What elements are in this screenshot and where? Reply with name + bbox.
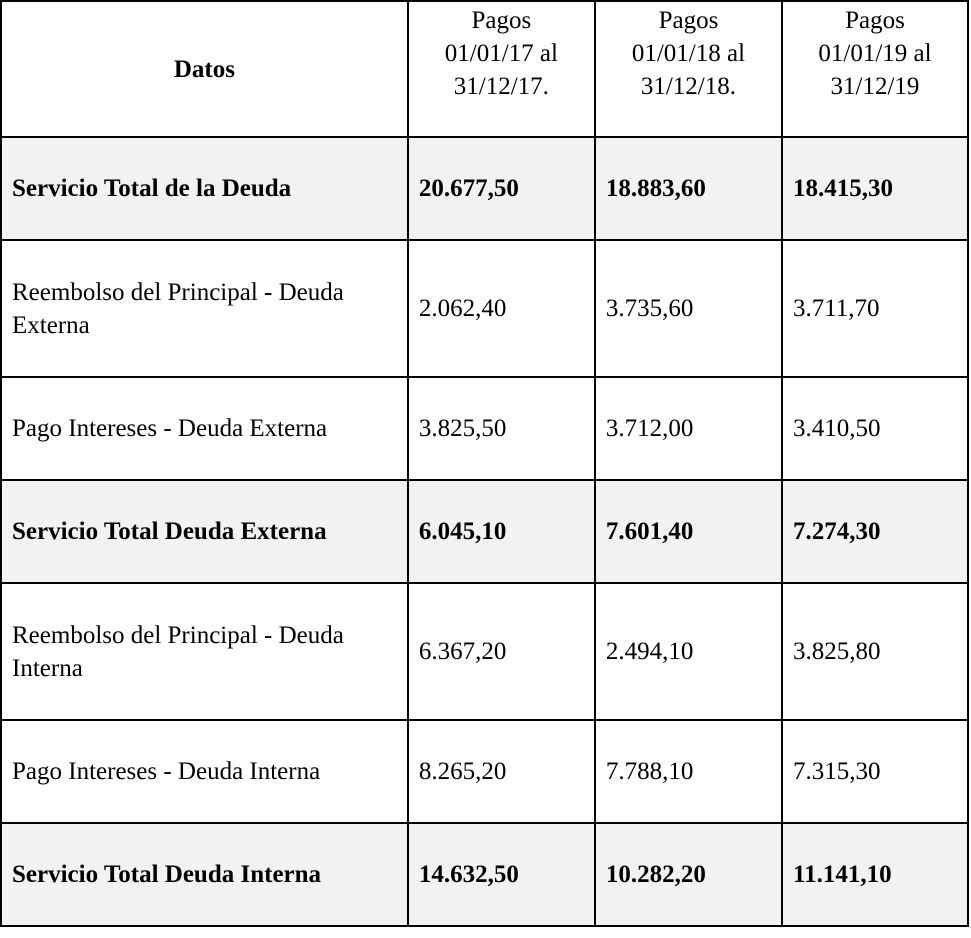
row-intereses-externa [1,377,968,480]
cell-2019: 7.274,30 [782,480,968,583]
header-period-2018 [595,1,782,137]
row-label: Pago Intereses - Deuda Externa [1,377,408,480]
cell-2018: 18.883,60 [595,137,782,240]
cell-2019: 11.141,10 [782,823,968,926]
cell-2017: 14.632,50 [408,823,595,926]
row-servicio-total-deuda [1,137,968,240]
cell-2018: 3.735,60 [595,240,782,377]
header-period-line: 31/12/19 [830,73,920,100]
header-period-line: 31/12/18. [640,73,736,100]
cell-2017: 3.825,50 [408,377,595,480]
row-label: Pago Intereses - Deuda Interna [1,720,408,823]
header-period-line: 31/12/17. [453,73,549,100]
cell-2017: 8.265,20 [408,720,595,823]
cell-2019: 3.410,50 [782,377,968,480]
cell-2017: 6.045,10 [408,480,595,583]
row-label: Reembolso del Principal - Deuda Interna [1,583,408,720]
row-label: Servicio Total Deuda Externa [1,480,408,583]
cell-2019: 18.415,30 [782,137,968,240]
cell-2019: 3.711,70 [782,240,968,377]
row-servicio-total-interna [1,823,968,926]
row-reembolso-interna [1,583,968,720]
cell-2019: 7.315,30 [782,720,968,823]
cell-2017: 6.367,20 [408,583,595,720]
header-period-line: 01/01/17 al [444,40,558,67]
header-datos: Datos [1,1,408,137]
header-period-line: Pagos [471,7,532,34]
row-intereses-interna [1,720,968,823]
header-period-line: Pagos [658,7,719,34]
header-row [1,1,968,137]
header-period-2019 [782,1,968,137]
row-reembolso-externa [1,240,968,377]
row-label: Reembolso del Principal - Deuda Externa [1,240,408,377]
header-period-line: 01/01/19 al [818,40,932,67]
cell-2018: 3.712,00 [595,377,782,480]
row-label: Servicio Total Deuda Interna [1,823,408,926]
header-period-line: 01/01/18 al [631,40,746,67]
cell-2017: 20.677,50 [408,137,595,240]
row-servicio-total-externa [1,480,968,583]
cell-2018: 7.601,40 [595,480,782,583]
header-period-line: Pagos [845,7,905,34]
cell-2019: 3.825,80 [782,583,968,720]
cell-2018: 7.788,10 [595,720,782,823]
cell-2017: 2.062,40 [408,240,595,377]
header-period-2017 [408,1,595,137]
cell-2018: 10.282,20 [595,823,782,926]
cell-2018: 2.494,10 [595,583,782,720]
row-label: Servicio Total de la Deuda [1,137,408,240]
